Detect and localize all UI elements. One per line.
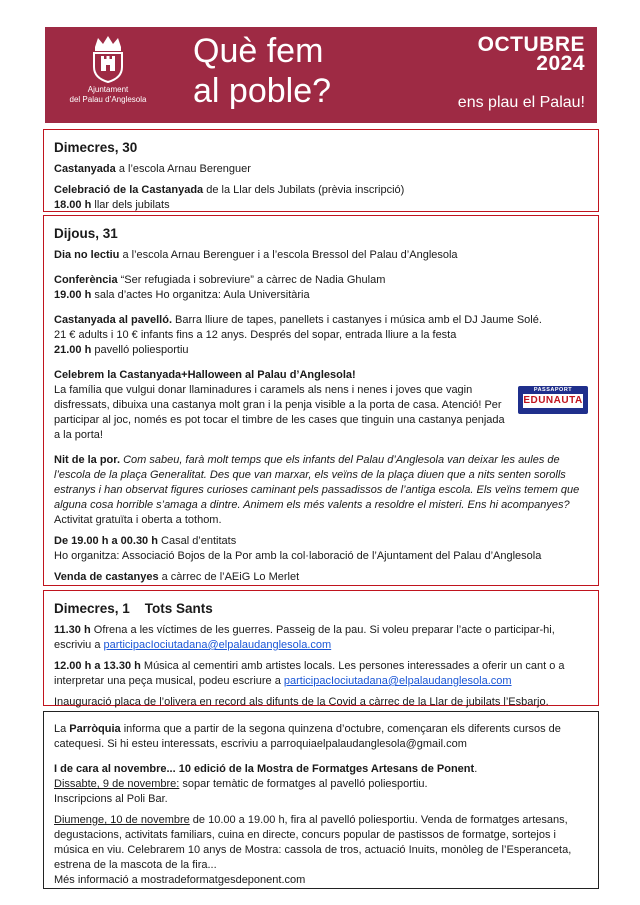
parish-label: Parròquia xyxy=(69,723,121,735)
event-title: Dia no lectiu xyxy=(54,249,120,261)
slogan: ens plau el Palau! xyxy=(457,94,585,111)
fair-text: sopar temàtic de formatges al pavelló poliesportiu. xyxy=(179,778,428,790)
badge-top-label: PASSAPORT xyxy=(533,387,573,393)
title-line-2: al poble? xyxy=(193,72,332,110)
fair-text: de 10.00 a 19.00 h, fira al pavelló poliesportiu. Venda de formatges artesans, degustacions, activitats familiars, cuina en directe, concurs popular de pastissos de formatge, sortejos i música en viu. Celebrarem 10 anys de Mostra: cassola de tros, actuació Inuits, monòleg de l’Esperanceta, estrena de la mascota de la fira... xyxy=(54,814,572,871)
fair-title-line xyxy=(54,762,588,777)
event-place: sala d’actes Ho organitza: Aula Universitària xyxy=(91,289,310,301)
event-text: Música al cementiri amb artistes locals. Les persones interessades a oferir un cant o a interpretar una peça musical, podeu escriure a xyxy=(54,660,565,687)
fair-title-dot: . xyxy=(474,763,478,775)
event-place: llar dels jubilats xyxy=(91,199,170,211)
event-text: de la Llar dels Jubilats (prèvia inscripció) xyxy=(203,184,405,196)
day-heading: Dimecres, 30 xyxy=(54,140,138,155)
crest-label-2: del Palau d’Anglesola xyxy=(69,95,147,104)
event-time-line xyxy=(54,534,588,549)
event-line xyxy=(54,273,588,288)
day-box-wednesday-1 xyxy=(43,590,599,706)
fair-title: I de cara al novembre... 10 edició de la Mostra de Formatges Artesans de Ponent xyxy=(54,763,475,775)
crest-label-1: Ajuntament xyxy=(87,85,129,94)
event-organizer: Ho organitza: Associació Bojos de la Por amb la col·laboració de l’Ajuntament del Palau d’Anglesola xyxy=(54,550,542,562)
event-title: Nit de la por. xyxy=(54,454,121,466)
event-title: Venda de castanyes xyxy=(54,571,159,583)
event-description: La família que vulgui donar llaminadures i caramels als nens i nenes i joves que vagin disfressats, dibuixa una castanya molt gran i la penja visible a la porta de casa. Atenció! Per participar al joc, només es pot tocar el timbre de les cases que tinguin una castanya penjada a la porta! xyxy=(54,384,505,441)
event-line xyxy=(54,313,588,328)
fair-sunday-date: Diumenge, 10 de novembre xyxy=(54,814,190,826)
fair-saturday-line xyxy=(54,777,588,792)
event-line xyxy=(54,570,588,585)
fair-sunday-line xyxy=(54,813,588,873)
parish-notice xyxy=(54,722,588,752)
badge-main-label: EDUNAUTA xyxy=(523,395,583,406)
event-place: pavelló poliesportiu xyxy=(91,344,189,356)
day-box-thursday-31 xyxy=(43,215,599,586)
event-time-line xyxy=(54,343,588,358)
event-text: Activitat gratuïta i oberta a tothom. xyxy=(54,514,222,526)
event-line xyxy=(54,183,588,198)
fair-registration: Inscripcions al Poli Bar. xyxy=(54,793,168,805)
header-banner xyxy=(45,27,597,123)
month-year: 2024 xyxy=(536,52,585,75)
event-line: 21 € adults i 10 € infants fins a 12 anys. Després del sopar, entrada lliure a la festa xyxy=(54,329,457,341)
municipal-crest xyxy=(67,35,149,105)
day-box-wednesday-30 xyxy=(43,129,599,212)
fair-more-info: Més informació a mostradeformatgesdeponent.com xyxy=(54,874,306,886)
event-place: Casal d’entitats xyxy=(157,535,237,547)
event-time: 11.30 h xyxy=(54,624,91,636)
event-line: Inauguració placa de l’olivera en record als difunts de la Covid a càrrec de la Llar de jubilats l’Esbarjo. xyxy=(54,696,549,708)
day-heading: Dimecres, 1 Tots Sants xyxy=(54,601,213,616)
email-link[interactable]: participacIociutadana@elpalaudanglesola.com xyxy=(103,639,332,651)
event-title-line xyxy=(54,368,588,383)
coat-of-arms-icon xyxy=(91,35,125,83)
event-title: Castanyada xyxy=(54,163,116,175)
info-box xyxy=(43,711,599,889)
month-label xyxy=(478,35,585,73)
event-line xyxy=(54,162,588,177)
event-time-line xyxy=(54,198,588,213)
event-text: Barra lliure de tapes, panellets i castanyes i música amb el DJ Jaume Solé. xyxy=(172,314,542,326)
event-line xyxy=(54,659,588,689)
event-description xyxy=(54,453,588,528)
event-title: Celebració de la Castanyada xyxy=(54,184,204,196)
event-time: 18.00 h xyxy=(54,199,92,211)
event-text: Ofrena a les víctimes de les guerres. Passeig de la pau. Si voleu preparar l’acte o participar-hi, escriviu a xyxy=(54,624,555,651)
event-line xyxy=(54,248,588,263)
event-text: a l’escola Arnau Berenguer i a l’escola Bressol del Palau d’Anglesola xyxy=(119,249,458,261)
event-title: Conferència xyxy=(54,274,118,286)
day-heading: Dijous, 31 xyxy=(54,226,118,241)
fair-saturday-date: Dissabte, 9 de novembre: xyxy=(54,778,180,790)
event-time: De 19.00 h a 00.30 h xyxy=(54,535,158,547)
event-time: 21.00 h xyxy=(54,344,92,356)
passaport-edunauta-badge xyxy=(518,386,588,414)
title-line-1: Què fem xyxy=(193,32,324,70)
page-title xyxy=(193,31,331,111)
event-italic-text: Com sabeu, farà molt temps que els infants del Palau d’Anglesola van deixar les aules de l’escola de la plaça Generalitat. Des que van marxar, els veïns de la plaça diuen que a nits senten sorolls estranys i han observat figures curioses caminant pels passadissos de l’antiga escola. Els veïns temem que alguna cosa horrible s’amaga a dintre. Animem els més valents a resoldre el misteri. Ens hi acompanyes? xyxy=(54,454,580,511)
event-title: Castanyada al pavelló. xyxy=(54,314,172,326)
event-text: “Ser refugiada i sobreviure” a càrrec de Nadia Ghulam xyxy=(117,274,386,286)
event-text: a càrrec de l’AEiG Lo Merlet xyxy=(158,571,300,583)
notice-text: La xyxy=(54,723,70,735)
month-name: OCTUBRE xyxy=(477,33,585,56)
email-link[interactable]: participacIociutadana@elpalaudanglesola.com xyxy=(283,675,512,687)
event-time-line xyxy=(54,288,588,303)
event-line xyxy=(54,623,588,653)
event-text: a l’escola Arnau Berenguer xyxy=(115,163,251,175)
event-title: Celebrem la Castanyada+Halloween al Palau d’Anglesola! xyxy=(54,369,356,381)
event-time: 12.00 h a 13.30 h xyxy=(54,660,141,672)
event-time: 19.00 h xyxy=(54,289,92,301)
notice-text: informa que a partir de la segona quinzena d’octubre, començaran els diferents cursos de catequesi. Si hi esteu interessats, escriviu a parroquiaelpalaudanglesola@gmail.com xyxy=(54,723,561,750)
